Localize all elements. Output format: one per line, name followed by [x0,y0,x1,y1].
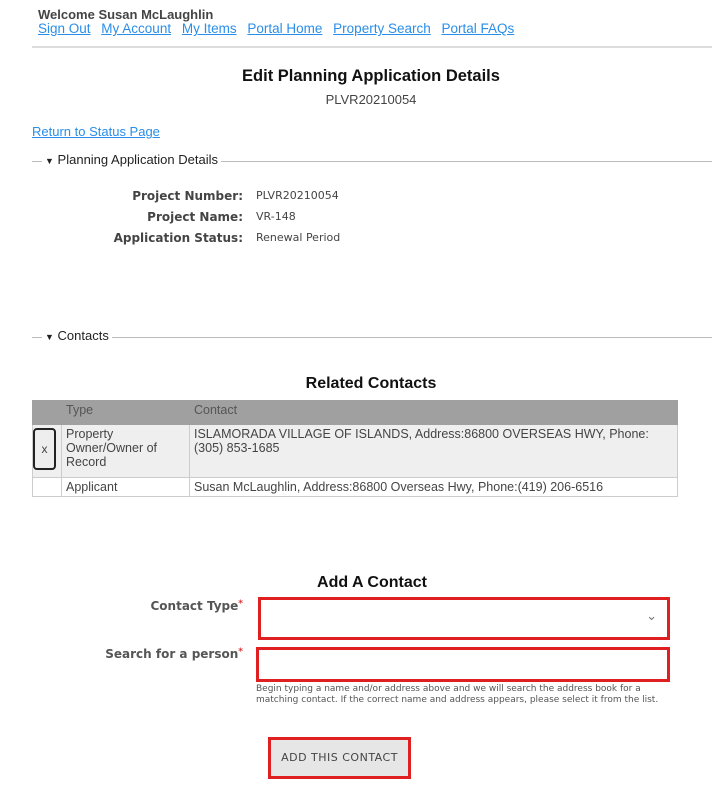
header-cell [33,401,62,425]
portal-home-link[interactable]: Portal Home [247,21,323,36]
table-row [33,425,678,478]
sign-out-link[interactable]: Sign Out [38,21,91,36]
field-label: Project Number: [132,189,243,203]
contact-type: Applicant [62,478,190,497]
field-value: PLVR20210054 [256,189,339,202]
field-label: Application Status: [113,231,243,245]
related-contacts-heading: Related Contacts [305,375,437,392]
contact-info: Susan McLaughlin, Address:86800 Overseas Hwy, Phone:(419) 206-6516 [190,478,678,497]
divider [32,46,712,48]
section-title: Contacts [57,328,109,343]
table-row [33,478,678,497]
section-title: Planning Application Details [57,152,218,167]
search-person-input[interactable] [256,647,670,682]
contact-type: Property Owner/Owner of Record [62,425,190,478]
add-contact-heading: Add A Contact [317,574,427,591]
caret-down-icon: ▼ [45,332,54,342]
chevron-down-icon: ⌄ [646,608,657,623]
contacts-table [32,400,678,497]
header-type: Type [62,401,190,425]
contact-type-select[interactable] [258,597,670,640]
my-account-link[interactable]: My Account [101,21,172,36]
header-contact: Contact [190,401,678,425]
welcome-text: Welcome Susan McLaughlin [38,7,214,22]
record-id: PLVR20210054 [325,92,417,107]
contact-type-label: Contact Type* [150,599,243,613]
contacts-section-toggle[interactable] [32,330,712,344]
search-person-label: Search for a person* [105,647,243,661]
property-search-link[interactable]: Property Search [333,21,431,36]
return-to-status-link[interactable]: Return to Status Page [32,124,160,139]
field-value: VR-148 [256,210,296,223]
search-help-text: Begin typing a name and/or address above and we will search the address book for a matching contact. If the correct name and address appears, please select it from the list. [256,684,659,705]
remove-contact-button[interactable]: x [33,428,56,470]
details-section-toggle[interactable] [32,154,712,168]
contact-info: ISLAMORADA VILLAGE OF ISLANDS, Address:86800 OVERSEAS HWY, Phone:(305) 853-1685 [190,425,678,478]
add-contact-button[interactable]: ADD THIS CONTACT [268,737,411,779]
top-nav [38,21,521,36]
my-items-link[interactable]: My Items [181,21,237,36]
page-title: Edit Planning Application Details [242,67,500,85]
field-value: Renewal Period [256,231,341,244]
field-label: Project Name: [147,210,243,224]
caret-down-icon: ▼ [45,156,54,166]
portal-faqs-link[interactable]: Portal FAQs [441,21,515,36]
